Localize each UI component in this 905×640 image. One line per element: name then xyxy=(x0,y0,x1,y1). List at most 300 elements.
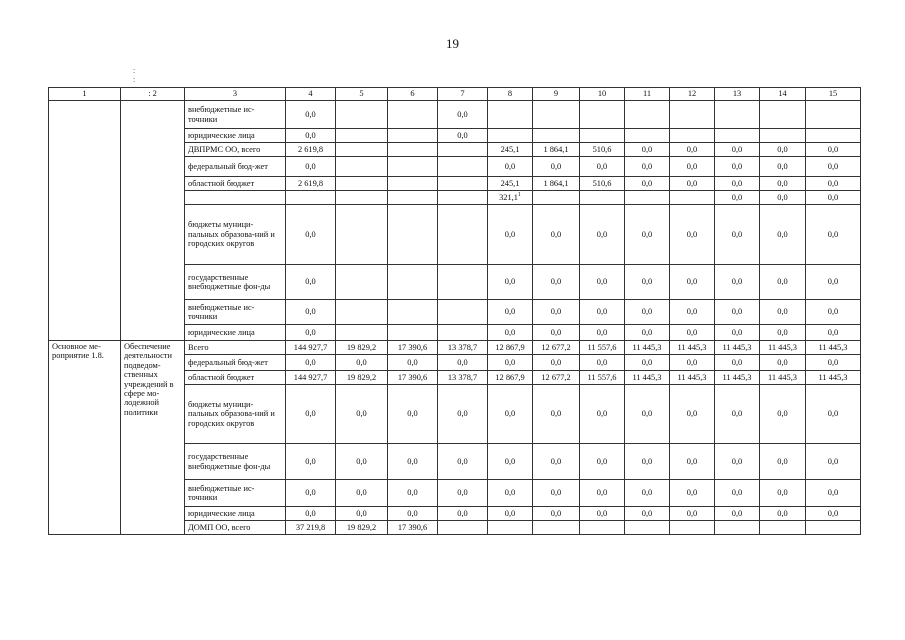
cell-value: 0,0 xyxy=(641,277,653,287)
cell-value: 0,0 xyxy=(305,456,316,466)
cell-value: 0,0 xyxy=(550,357,562,367)
cell-value: 0,0 xyxy=(777,192,788,202)
value-cell xyxy=(580,480,625,507)
value-cell xyxy=(580,355,625,371)
cell-value: 11 445,3 xyxy=(677,342,707,352)
table-row xyxy=(49,101,861,129)
cell-value: 0,0 xyxy=(457,109,468,119)
cell-value: 19 829,2 xyxy=(346,342,377,352)
value-cell xyxy=(760,191,806,205)
cell-value: 0,0 xyxy=(407,357,418,367)
value-cell xyxy=(760,507,806,521)
value-cell xyxy=(625,300,670,325)
value-cell xyxy=(438,265,488,300)
value-cell xyxy=(533,385,580,444)
value-cell xyxy=(806,129,861,143)
cell-value: 0,0 xyxy=(827,409,839,419)
value-cell xyxy=(388,191,438,205)
cell-value: 0,0 xyxy=(686,229,698,239)
value-cell xyxy=(388,480,438,507)
value-cell xyxy=(533,507,580,521)
value-cell xyxy=(286,129,336,143)
value-cell xyxy=(625,385,670,444)
cell-value: 0,0 xyxy=(407,409,418,419)
row-label: внебюджетные ис-точники xyxy=(185,300,286,325)
value-cell xyxy=(670,265,715,300)
cell-value: 0,0 xyxy=(356,456,367,466)
cell-value: 0,0 xyxy=(731,456,743,466)
value-cell xyxy=(715,129,760,143)
budget-table xyxy=(48,87,861,535)
value-cell xyxy=(533,371,580,385)
value-cell xyxy=(286,300,336,325)
cell-value: 144 927,7 xyxy=(293,342,328,352)
cell-value: 0,0 xyxy=(686,144,698,154)
value-cell xyxy=(625,205,670,265)
value-cell xyxy=(670,325,715,341)
cell-value: 12 867,9 xyxy=(495,342,525,352)
value-cell xyxy=(533,205,580,265)
column-header: 7 xyxy=(438,88,488,101)
cell-value: 0,0 xyxy=(731,277,743,287)
cell-value: 0,0 xyxy=(777,178,788,188)
value-cell xyxy=(533,265,580,300)
cell-value: 0,0 xyxy=(641,508,653,518)
cell-value: 0,0 xyxy=(777,307,788,317)
cell-value: 0,0 xyxy=(686,161,698,171)
cell-value: 0,0 xyxy=(504,229,516,239)
value-cell xyxy=(388,205,438,265)
column-header: 15 xyxy=(806,88,861,101)
value-cell xyxy=(388,143,438,157)
cell-value: 0,0 xyxy=(731,161,743,171)
table-body xyxy=(49,88,861,535)
value-cell xyxy=(715,355,760,371)
page-number: 19 xyxy=(446,36,459,51)
value-cell xyxy=(670,157,715,177)
cell-value: 0,0 xyxy=(777,409,788,419)
value-cell xyxy=(580,444,625,480)
cell-value: 0,0 xyxy=(827,144,839,154)
row-label: юридические лица xyxy=(185,325,286,341)
value-cell xyxy=(670,444,715,480)
cell-value: 11 445,3 xyxy=(677,372,707,382)
value-cell xyxy=(625,157,670,177)
value-cell xyxy=(438,325,488,341)
value-cell xyxy=(336,371,388,385)
value-cell xyxy=(806,371,861,385)
cell-value: 245,1 xyxy=(500,144,520,154)
cell-value: 0,0 xyxy=(356,409,367,419)
value-cell xyxy=(438,371,488,385)
value-cell xyxy=(670,371,715,385)
cell-value: 17 390,6 xyxy=(397,522,428,532)
value-cell xyxy=(286,191,336,205)
value-cell xyxy=(336,300,388,325)
cell-value: 0,0 xyxy=(827,488,839,498)
value-cell xyxy=(488,385,533,444)
cell-value: 0,0 xyxy=(596,277,608,287)
value-cell xyxy=(715,341,760,355)
cell-value: 0,0 xyxy=(596,409,608,419)
cell-value: 0,0 xyxy=(777,488,788,498)
value-cell xyxy=(286,325,336,341)
value-cell xyxy=(806,265,861,300)
value-cell xyxy=(670,355,715,371)
cell-value: 0,0 xyxy=(356,488,367,498)
value-cell xyxy=(580,325,625,341)
value-cell xyxy=(336,444,388,480)
cell-value: 0,0 xyxy=(731,327,743,337)
value-cell xyxy=(488,371,533,385)
cell-value: 0,0 xyxy=(596,508,608,518)
cell-value: 0,0 xyxy=(457,508,468,518)
value-cell xyxy=(760,371,806,385)
value-cell xyxy=(715,177,760,191)
value-cell xyxy=(438,480,488,507)
value-cell xyxy=(670,480,715,507)
value-cell xyxy=(580,385,625,444)
value-cell xyxy=(388,177,438,191)
cell-value: 0,0 xyxy=(550,409,562,419)
value-cell xyxy=(715,480,760,507)
cell-value: 0,0 xyxy=(504,277,516,287)
value-cell xyxy=(806,507,861,521)
cell-value: 0,0 xyxy=(504,327,516,337)
cell-value: 0,0 xyxy=(457,409,468,419)
cell-value: 0,0 xyxy=(731,144,743,154)
value-cell xyxy=(488,480,533,507)
value-cell xyxy=(336,341,388,355)
row-label xyxy=(185,191,286,205)
cell-value: 0,0 xyxy=(407,508,418,518)
cell-value: 0,0 xyxy=(305,488,316,498)
value-cell xyxy=(286,480,336,507)
cell-value: 0,0 xyxy=(305,161,316,171)
value-cell xyxy=(760,177,806,191)
value-cell xyxy=(488,341,533,355)
value-cell xyxy=(336,385,388,444)
cell-value: 0,0 xyxy=(550,161,562,171)
value-cell xyxy=(580,205,625,265)
value-cell xyxy=(488,265,533,300)
row-label: государственные внебюджетные фон-ды xyxy=(185,265,286,300)
value-cell xyxy=(388,157,438,177)
cell-value: 0,0 xyxy=(305,508,316,518)
cell-value: 2 619,8 xyxy=(297,144,324,154)
value-cell xyxy=(488,507,533,521)
value-cell xyxy=(336,101,388,129)
cell-value: 0,0 xyxy=(504,456,516,466)
value-cell xyxy=(670,521,715,535)
value-cell xyxy=(336,191,388,205)
value-cell xyxy=(388,371,438,385)
cell-value: 0,0 xyxy=(686,178,698,188)
value-cell xyxy=(806,205,861,265)
value-cell xyxy=(438,205,488,265)
value-cell xyxy=(533,480,580,507)
value-cell xyxy=(286,355,336,371)
cell-value: 0,0 xyxy=(641,409,653,419)
value-cell xyxy=(670,385,715,444)
row-label: внебюджетные ис-точники xyxy=(185,101,286,129)
cell-value: 0,0 xyxy=(731,508,743,518)
value-cell xyxy=(336,521,388,535)
cell-value: 0,0 xyxy=(686,327,698,337)
cell-value: 0,0 xyxy=(550,307,562,317)
value-cell xyxy=(438,385,488,444)
row-label: государственные внебюджетные фон-ды xyxy=(185,444,286,480)
row-label: бюджеты муници-пальных образова-ний и городских округов xyxy=(185,205,286,265)
cell-value: 0,0 xyxy=(550,508,562,518)
value-cell xyxy=(580,341,625,355)
value-cell xyxy=(336,325,388,341)
value-cell xyxy=(336,143,388,157)
measure-cell: Основное ме-роприятие 1.8. xyxy=(49,341,121,535)
cell-value: 0,0 xyxy=(641,229,653,239)
cell-value: 0,0 xyxy=(641,144,653,154)
cell-value: 11 445,3 xyxy=(818,372,848,382)
value-cell xyxy=(336,205,388,265)
value-cell xyxy=(806,101,861,129)
cell-value: 0,0 xyxy=(686,307,698,317)
value-cell xyxy=(760,157,806,177)
row-label: федеральный бюд-жет xyxy=(185,157,286,177)
value-cell xyxy=(438,507,488,521)
value-cell xyxy=(670,101,715,129)
cell-value: 0,0 xyxy=(457,357,468,367)
value-cell xyxy=(806,341,861,355)
value-cell xyxy=(715,143,760,157)
value-cell xyxy=(286,265,336,300)
value-cell xyxy=(286,371,336,385)
value-cell xyxy=(438,191,488,205)
cell-value: 0,0 xyxy=(777,229,788,239)
cell-value: 0,0 xyxy=(731,178,743,188)
column-header: 3 xyxy=(185,88,286,101)
value-cell xyxy=(488,300,533,325)
value-cell xyxy=(488,444,533,480)
value-cell xyxy=(488,177,533,191)
value-cell xyxy=(438,129,488,143)
cell-value: 0,0 xyxy=(731,307,743,317)
cell-value: 0,0 xyxy=(596,488,608,498)
value-cell xyxy=(806,325,861,341)
value-cell xyxy=(806,143,861,157)
cell-value: 0,0 xyxy=(731,409,743,419)
value-cell xyxy=(670,300,715,325)
value-cell xyxy=(760,300,806,325)
cell-value: 0,0 xyxy=(550,456,562,466)
value-cell xyxy=(336,355,388,371)
value-cell xyxy=(533,444,580,480)
value-cell xyxy=(580,371,625,385)
cell-value: 0,0 xyxy=(596,456,608,466)
cell-value: 0,0 xyxy=(641,357,653,367)
stray-mark: : xyxy=(133,75,136,84)
value-cell xyxy=(533,341,580,355)
value-cell xyxy=(533,355,580,371)
column-header: 10 xyxy=(580,88,625,101)
value-cell xyxy=(488,143,533,157)
value-cell xyxy=(715,265,760,300)
value-cell xyxy=(388,325,438,341)
value-cell xyxy=(388,265,438,300)
value-cell xyxy=(286,521,336,535)
cell-value: 2 619,8 xyxy=(297,178,324,188)
cell-value: 510,6 xyxy=(592,178,612,188)
value-cell xyxy=(580,507,625,521)
cell-value: 12 677,2 xyxy=(541,342,571,352)
cell-value: 0,0 xyxy=(827,277,839,287)
value-cell xyxy=(286,205,336,265)
value-cell xyxy=(438,521,488,535)
footnote-ref: 1 xyxy=(517,192,521,198)
value-cell xyxy=(488,129,533,143)
value-cell xyxy=(388,300,438,325)
cell-value: 11 445,3 xyxy=(632,342,662,352)
row-label: ДВПРМС ОО, всего xyxy=(185,143,286,157)
cell-value: 0,0 xyxy=(596,357,608,367)
cell-value: 11 445,3 xyxy=(722,342,752,352)
cell-value: 0,0 xyxy=(777,277,788,287)
value-cell xyxy=(580,157,625,177)
value-cell xyxy=(715,444,760,480)
cell-value: 11 445,3 xyxy=(818,342,848,352)
value-cell xyxy=(438,444,488,480)
row-label: областной бюджет xyxy=(185,177,286,191)
cell-value: 0,0 xyxy=(305,307,316,317)
value-cell xyxy=(580,177,625,191)
value-cell xyxy=(670,143,715,157)
value-cell xyxy=(336,177,388,191)
cell-value: 0,0 xyxy=(641,327,653,337)
value-cell xyxy=(760,521,806,535)
value-cell xyxy=(625,521,670,535)
value-cell xyxy=(625,265,670,300)
cell-value: 510,6 xyxy=(592,144,612,154)
value-cell xyxy=(580,143,625,157)
column-header: 5 xyxy=(336,88,388,101)
cell-value: 11 445,3 xyxy=(722,372,752,382)
column-header: 4 xyxy=(286,88,336,101)
cell-value: 0,0 xyxy=(777,144,788,154)
cell-value: 0,0 xyxy=(596,327,608,337)
table-header-row xyxy=(49,88,861,101)
row-label: юридические лица xyxy=(185,129,286,143)
cell-value: 0,0 xyxy=(641,307,653,317)
value-cell xyxy=(438,101,488,129)
cell-value: 11 445,3 xyxy=(767,342,797,352)
row-label: внебюджетные ис-точники xyxy=(185,480,286,507)
value-cell xyxy=(580,129,625,143)
value-cell xyxy=(760,341,806,355)
cell-value: 0,0 xyxy=(827,307,839,317)
cell-value: 0,0 xyxy=(596,229,608,239)
cell-value: 0,0 xyxy=(641,456,653,466)
cell-value: 0,0 xyxy=(827,456,839,466)
value-cell xyxy=(670,507,715,521)
value-cell xyxy=(438,177,488,191)
value-cell xyxy=(286,385,336,444)
value-cell xyxy=(760,101,806,129)
column-header: 6 xyxy=(388,88,438,101)
cell-value: 0,0 xyxy=(504,161,516,171)
column-header: 13 xyxy=(715,88,760,101)
value-cell xyxy=(488,521,533,535)
value-cell xyxy=(438,157,488,177)
value-cell xyxy=(533,191,580,205)
value-cell xyxy=(760,143,806,157)
value-cell xyxy=(625,507,670,521)
cell-value: 11 557,6 xyxy=(587,342,617,352)
description-cell: Обеспечение деятельности подведом-ственных учреждений в сфере мо-лодежной политики xyxy=(121,341,185,535)
value-cell xyxy=(760,205,806,265)
value-cell xyxy=(533,157,580,177)
value-cell xyxy=(760,325,806,341)
value-cell xyxy=(533,325,580,341)
cell-value: 0,0 xyxy=(686,357,698,367)
cell-value: 0,0 xyxy=(407,456,418,466)
cell-value: 0,0 xyxy=(686,277,698,287)
cell-value: 0,0 xyxy=(777,508,788,518)
value-cell xyxy=(670,177,715,191)
value-cell xyxy=(806,157,861,177)
value-cell xyxy=(488,191,533,205)
cell-value: 0,0 xyxy=(305,327,316,337)
cell-value: 13 378,7 xyxy=(447,342,478,352)
cell-value: 0,0 xyxy=(457,130,468,140)
cell-value: 0,0 xyxy=(457,488,468,498)
cell-value: 0,0 xyxy=(827,178,839,188)
cell-value: 0,0 xyxy=(827,508,839,518)
value-cell xyxy=(388,507,438,521)
cell-value: 0,0 xyxy=(641,488,653,498)
column-header: 11 xyxy=(625,88,670,101)
value-cell xyxy=(670,205,715,265)
cell-value: 17 390,6 xyxy=(397,372,428,382)
row-label: Всего xyxy=(185,341,286,355)
cell-value: 0,0 xyxy=(550,488,562,498)
value-cell xyxy=(670,341,715,355)
value-cell xyxy=(625,355,670,371)
row-label: юридические лица xyxy=(185,507,286,521)
value-cell xyxy=(625,177,670,191)
value-cell xyxy=(715,507,760,521)
value-cell xyxy=(580,265,625,300)
value-cell xyxy=(715,325,760,341)
column-header: 8 xyxy=(488,88,533,101)
cell-value: 0,0 xyxy=(305,130,316,140)
cell-value: 0,0 xyxy=(550,327,562,337)
value-cell xyxy=(388,521,438,535)
value-cell xyxy=(286,143,336,157)
value-cell xyxy=(625,191,670,205)
column-header: 9 xyxy=(533,88,580,101)
value-cell xyxy=(806,191,861,205)
cell-value: 0,0 xyxy=(777,161,788,171)
table-row xyxy=(49,341,861,355)
cell-value: 0,0 xyxy=(305,277,316,287)
value-cell xyxy=(336,265,388,300)
value-cell xyxy=(438,300,488,325)
cell-value: 0,0 xyxy=(305,109,316,119)
value-cell xyxy=(286,507,336,521)
value-cell xyxy=(670,129,715,143)
column-header: : 2 xyxy=(121,88,185,101)
value-cell xyxy=(488,205,533,265)
value-cell xyxy=(580,101,625,129)
